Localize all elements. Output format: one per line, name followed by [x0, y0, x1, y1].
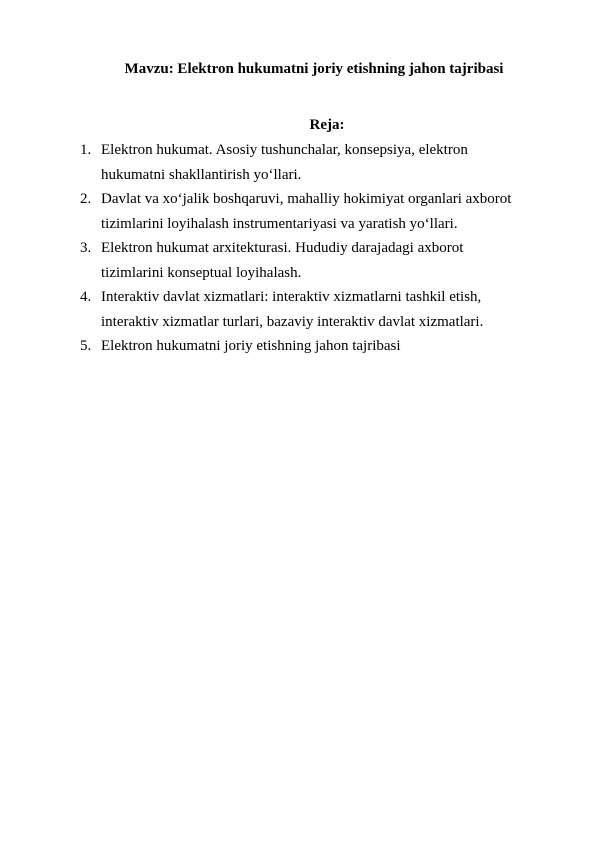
plan-item-3 [80, 236, 550, 285]
plan-item-text-line: Elektron hukumat arxitekturasi. Hududiy darajadagi axborot [101, 240, 464, 256]
plan-item-number: 1. [80, 142, 92, 158]
plan-item-text-line: Davlat va xo‘jalik boshqaruvi, mahalliy hokimiyat organlari axborot [101, 191, 512, 207]
plan-item-text-line: Elektron hukumatni joriy etishning jahon tajribasi [101, 338, 401, 354]
plan-item-number: 3. [80, 240, 92, 256]
plan-item-number: 5. [80, 338, 92, 354]
plan-item-4 [80, 285, 550, 334]
plan-list [80, 138, 550, 359]
plan-item-text-line: hukumatni shakllantirish yo‘llari. [101, 166, 302, 183]
plan-item-5 [80, 334, 550, 359]
plan-item-text-line: tizimlarini konseptual loyihalash. [101, 264, 302, 281]
plan-item-number: 2. [80, 191, 92, 207]
plan-heading: Reja: [309, 117, 345, 133]
plan-item-text-line: Interaktiv davlat xizmatlari: interaktiv xizmatlarni tashkil etish, [101, 289, 482, 305]
plan-item-number: 4. [80, 289, 92, 305]
plan-item-text-line: interaktiv xizmatlar turlari, bazaviy interaktiv davlat xizmatlari. [101, 313, 484, 330]
plan-item-text-line: tizimlarini loyihalash instrumentariyasi va yaratish yo‘llari. [101, 215, 458, 232]
plan-item-1 [80, 138, 550, 187]
plan-item-text-line: Elektron hukumat. Asosiy tushunchalar, konsepsiya, elektron [101, 142, 468, 158]
plan-item-2 [80, 187, 550, 236]
page-title: Mavzu: Elektron hukumatni joriy etishning jahon tajribasi [124, 61, 504, 77]
